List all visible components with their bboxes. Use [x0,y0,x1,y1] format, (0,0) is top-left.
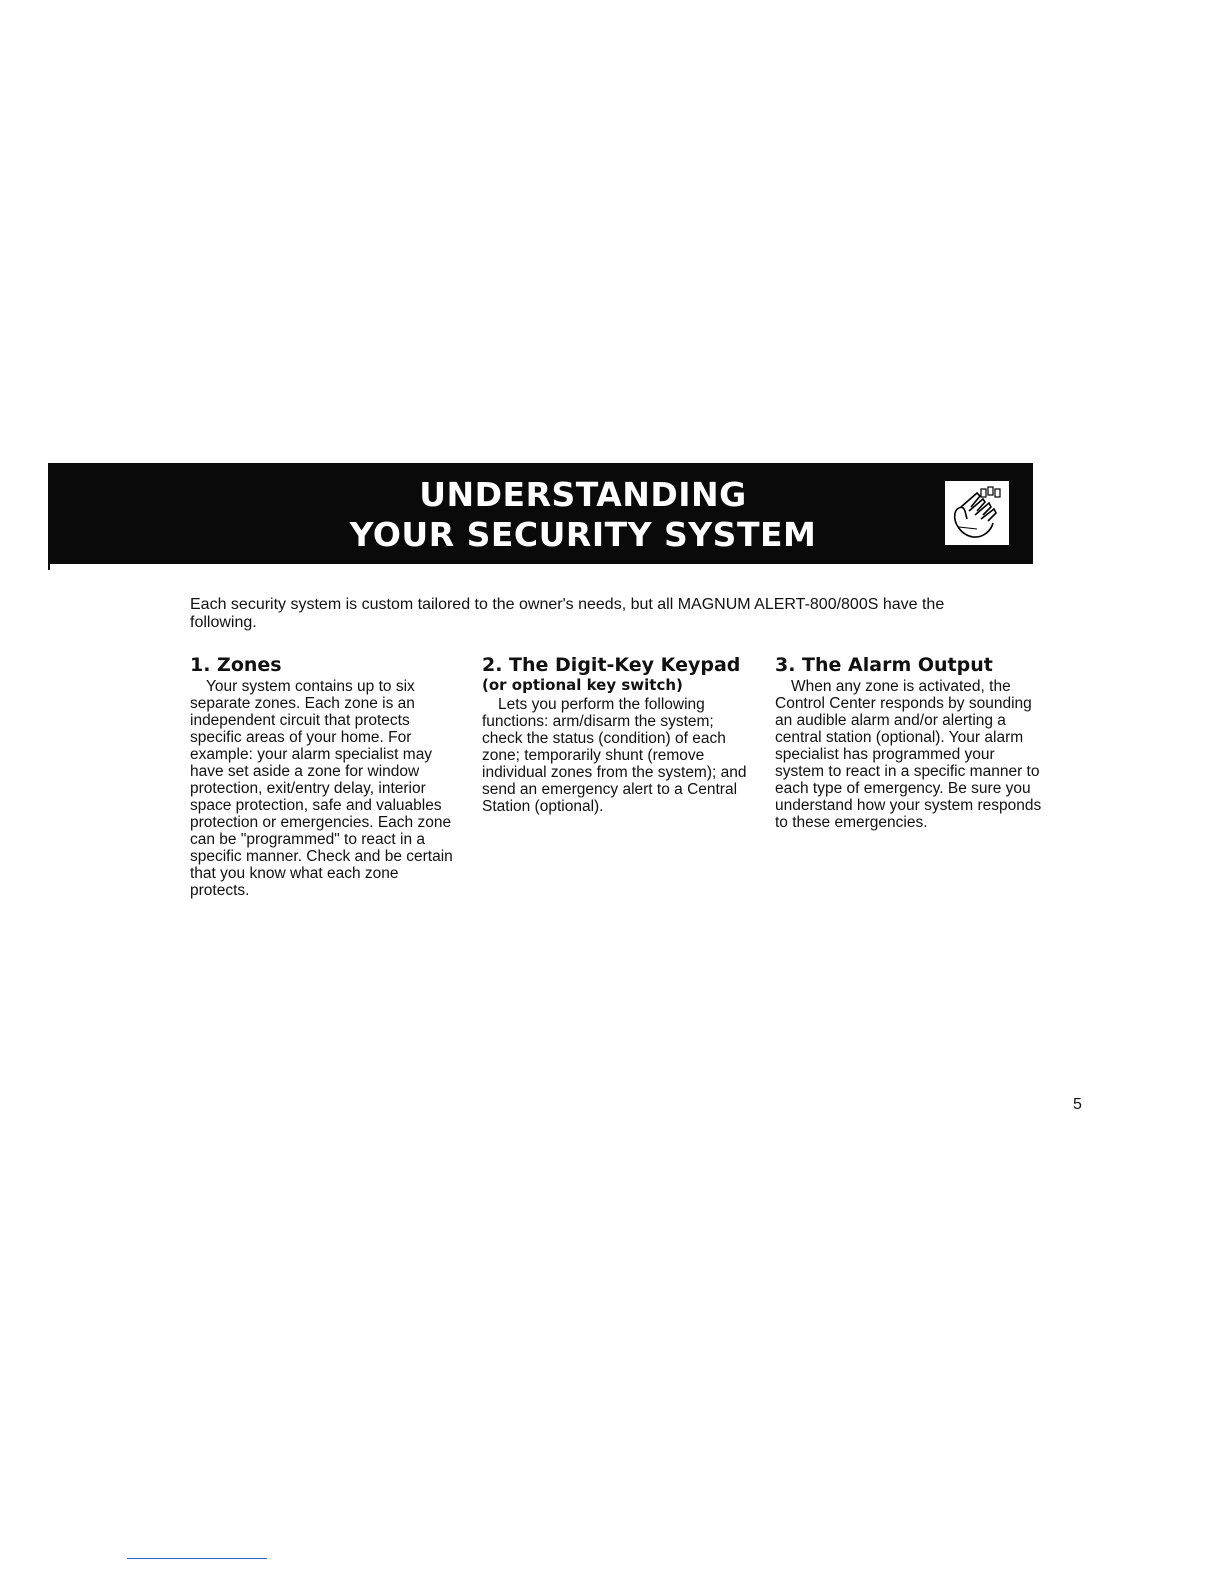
section-subheading: (or optional key switch) [482,676,683,694]
title-banner [48,463,1033,564]
section-body: When any zone is activated, the Control Center responds by sounding an audible alarm and/or alerting a central station (optional). Your alarm specialist has programmed your system to react in a specific manner to each type of emergency. Be sure you understand how your system responds to these emergencies. [775,678,1042,831]
page-title-line-1: UNDERSTANDING [419,475,747,514]
section-body: Your system contains up to six separate zones. Each zone is an independent circuit that protects specific areas of your home. For example: your alarm specialist may have set aside a zone for window protection, exit/entry delay, interior space protection, safe and valuables protection or emergencies. Each zone can be "programmed" to react in a specific manner. Check and be certain that you know what each zone protects. [190,678,453,899]
footer-rule [127,1558,267,1559]
page-title-line-2: YOUR SECURITY SYSTEM [349,515,817,554]
hand-pressing-keypad-icon [945,481,1009,545]
section-heading: 3. The Alarm Output [775,654,993,676]
section-alarm-output [775,654,1043,831]
intro-paragraph: Each security system is custom tailored to the owner's needs, but all MAGNUM ALERT-800/800S have the following. [190,596,945,631]
section-heading: 2. The Digit-Key Keypad [482,654,741,676]
section-heading: 1. Zones [190,654,282,676]
section-zones [190,654,458,899]
banner-edge-mark [48,562,50,570]
page-number: 5 [1073,1096,1082,1113]
section-body: Lets you perform the following functions: arm/disarm the system; check the status (condition) of each zone; temporarily shunt (remove individual zones from the system); and send an emergency alert to a Central Station (optional). [482,696,747,815]
section-digit-key-keypad [482,654,758,815]
